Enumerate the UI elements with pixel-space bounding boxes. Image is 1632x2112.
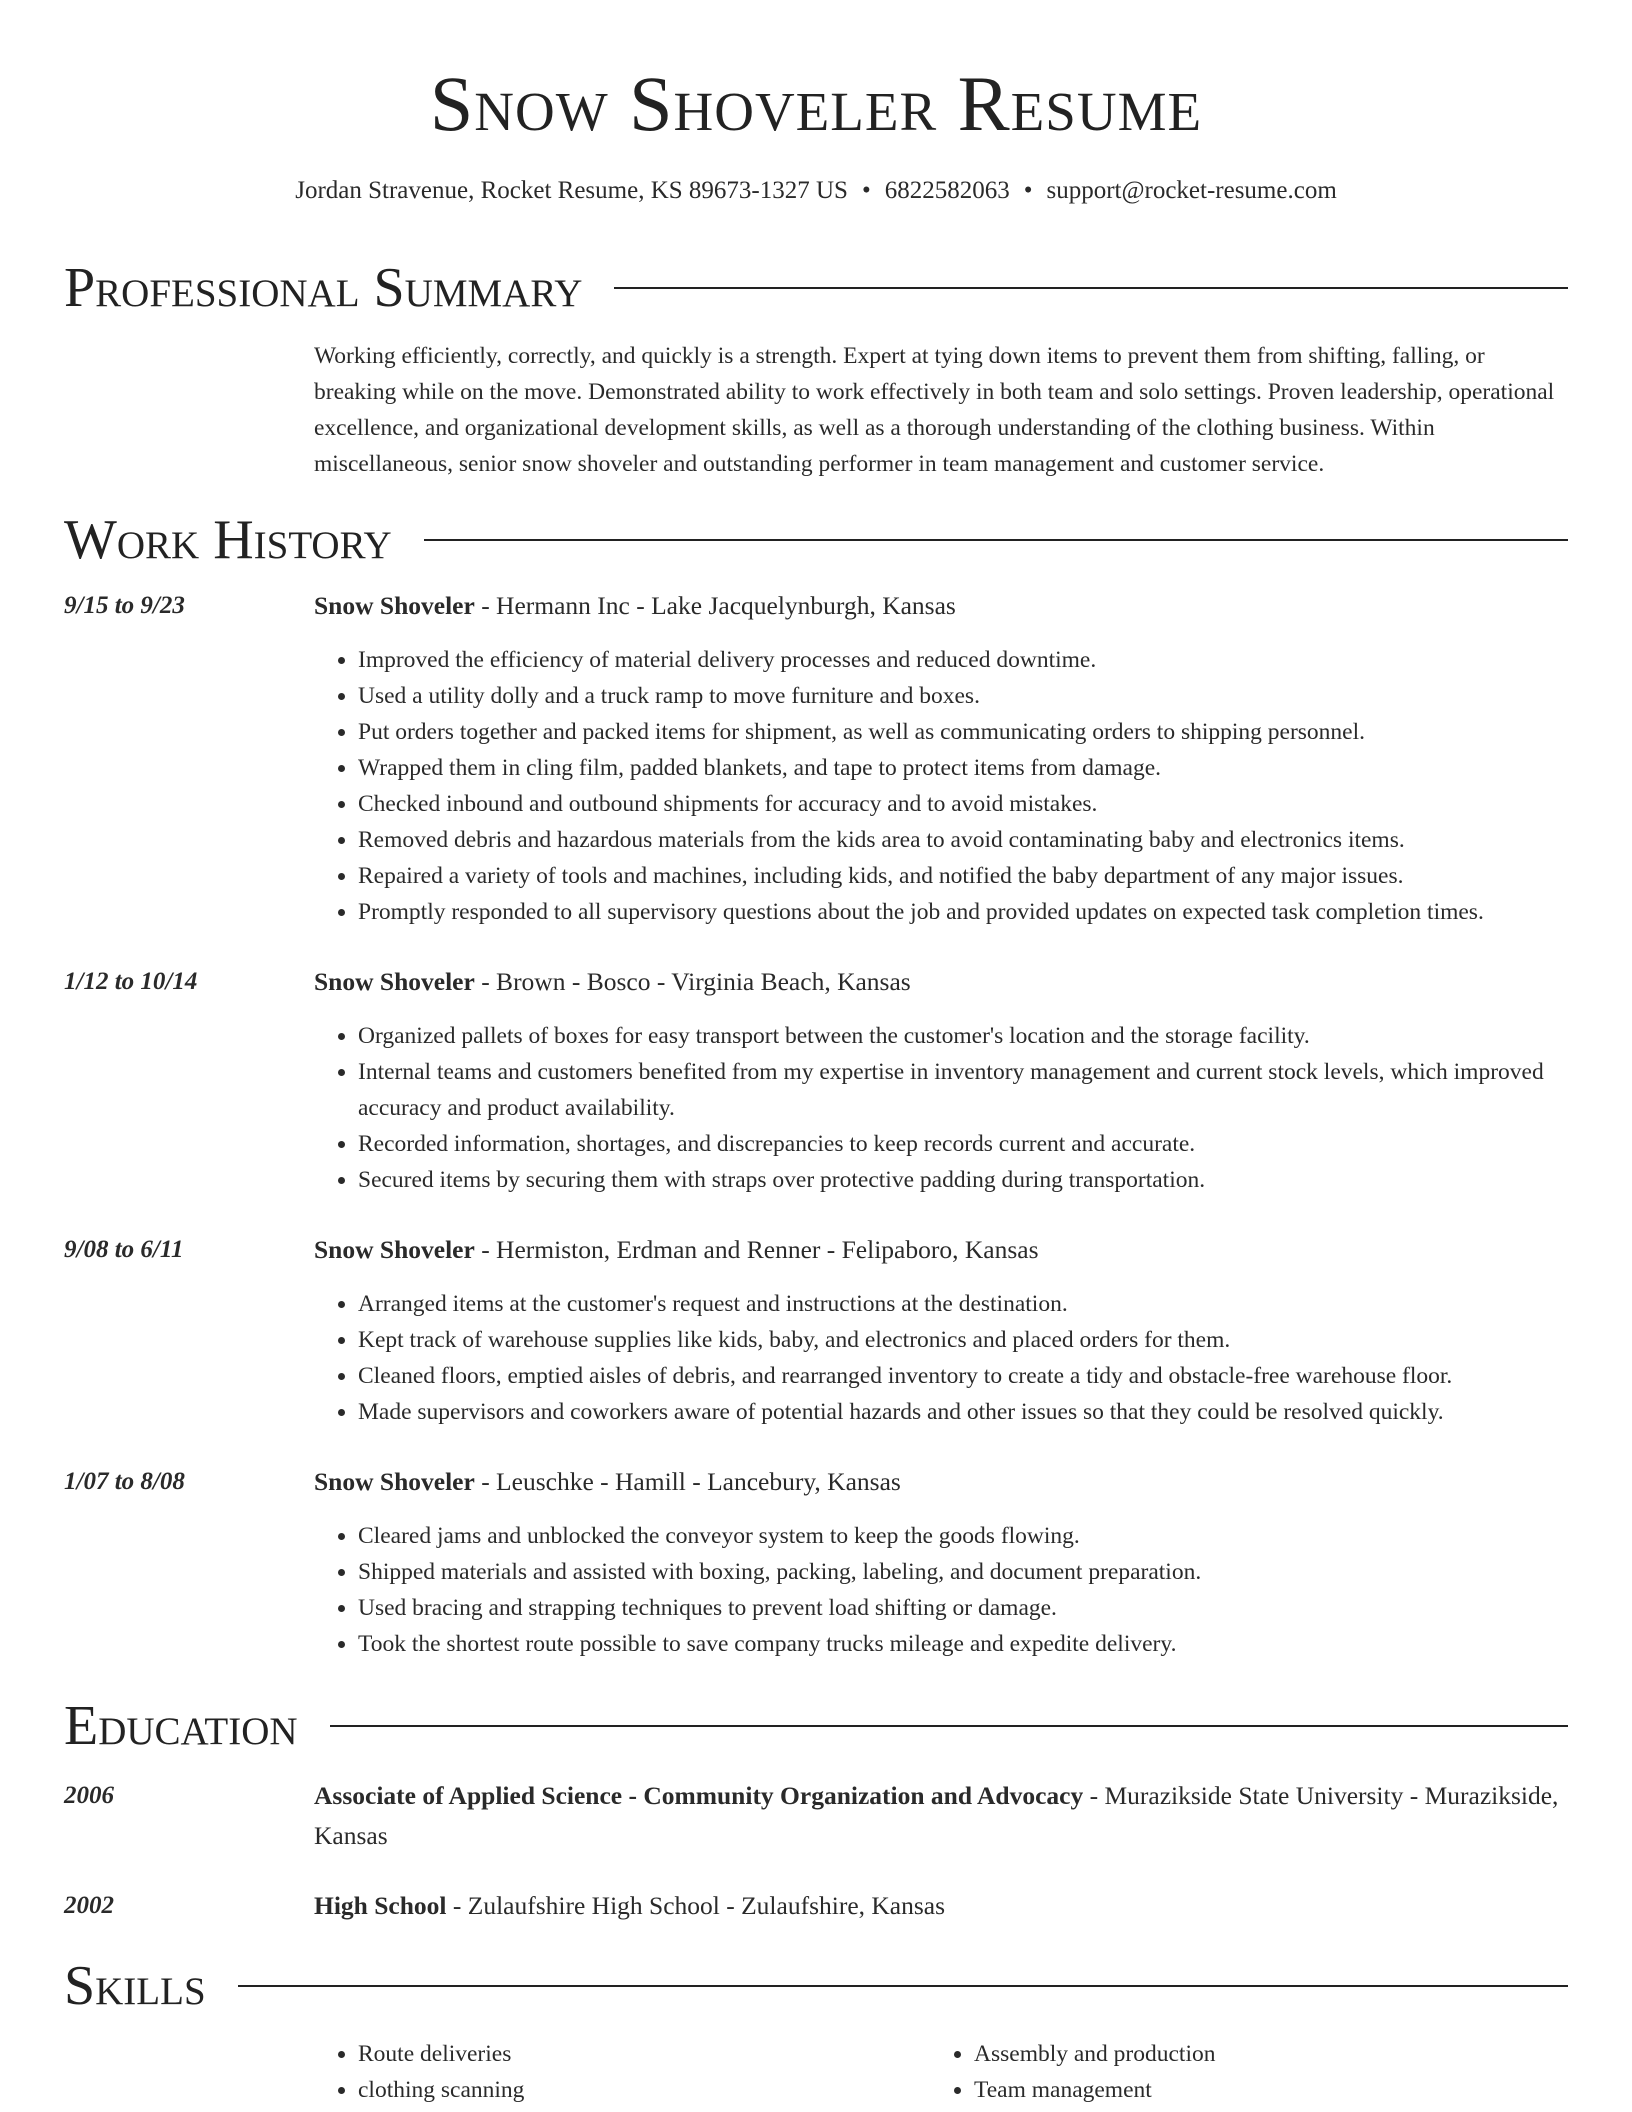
contact-separator: •: [861, 177, 871, 204]
section-divider: [330, 1725, 1568, 1727]
list-item: • Removed debris and hazardous materials from the kids area to avoid contaminating baby and electronics items.: [358, 822, 1570, 858]
job-bullets: [314, 1286, 1570, 1430]
list-item: • Took the shortest route possible to save company trucks mileage and expedite delivery.: [358, 1626, 1570, 1662]
list-item: • Shipped materials and assisted with boxing, packing, labeling, and document preparation.: [358, 1554, 1570, 1590]
section-heading-education: [64, 1694, 1568, 1758]
job-title: Snow Shoveler: [314, 1467, 475, 1496]
list-item: • Cleared jams and unblocked the conveyor system to keep the goods flowing.: [358, 1518, 1570, 1554]
job-dates: 9/15 to 9/23: [64, 592, 185, 619]
contact-email: support@rocket-resume.com: [1046, 177, 1337, 204]
list-item: • Put orders together and packed items for shipment, as well as communicating orders to shipping personnel.: [358, 714, 1570, 750]
job-header: [314, 966, 1570, 998]
job-bullets: [314, 642, 1570, 930]
job-title: Snow Shoveler: [314, 591, 475, 620]
skills-list-right: [930, 2036, 1530, 2108]
list-item: • Secured items by securing them with straps over protective padding during transportation.: [358, 1162, 1570, 1198]
list-item: • Recorded information, shortages, and discrepancies to keep records current and accurate.: [358, 1126, 1570, 1162]
job-dates: 1/12 to 10/14: [64, 968, 198, 995]
list-item: • Wrapped them in cling film, padded blankets, and tape to protect items from damage.: [358, 750, 1570, 786]
skill-item: • Assembly and production: [974, 2036, 1530, 2072]
education-entry: [314, 1776, 1570, 1856]
education-school: - Zulaufshire High School - Zulaufshire, Kansas: [446, 1891, 946, 1920]
skill-item: • Team management: [974, 2072, 1530, 2108]
summary-text: Working efficiently, correctly, and quickly is a strength. Expert at tying down items to prevent them from shifting, falling, or breaking while on the move. Demonstrated ability to work effectively in both team and solo settings. Proven leadership, operational excellence, and organizational development skills, as well as a thorough understanding of the clothing business. Within miscellaneous, senior snow shoveler and outstanding performer in team management and customer service.: [314, 343, 1555, 477]
education-degree: High School: [314, 1891, 447, 1920]
job-dates: 9/08 to 6/11: [64, 1236, 184, 1263]
contact-separator: •: [1023, 177, 1033, 204]
list-item: • Arranged items at the customer's request and instructions at the destination.: [358, 1286, 1570, 1322]
contact-address: Jordan Stravenue, Rocket Resume, KS 89673-1327 US: [295, 177, 848, 204]
contact-phone: 6822582063: [884, 177, 1010, 204]
education-year: 2006: [64, 1782, 114, 1809]
section-heading-work: [64, 508, 1568, 572]
job-dates: 1/07 to 8/08: [64, 1468, 185, 1495]
job-title: Snow Shoveler: [314, 967, 475, 996]
section-title: Education: [64, 1695, 298, 1757]
education-entry: [314, 1886, 1570, 1926]
job-bullets: [314, 1518, 1570, 1662]
job-header: [314, 590, 1570, 622]
job-employer: - Hermann Inc - Lake Jacquelynburgh, Kansas: [474, 591, 956, 620]
job-title: Snow Shoveler: [314, 1235, 475, 1264]
contact-line: [0, 176, 1632, 206]
education-year: 2002: [64, 1892, 114, 1919]
section-divider: [614, 287, 1568, 289]
job-bullets: [314, 1018, 1570, 1198]
list-item: • Made supervisors and coworkers aware of potential hazards and other issues so that they could be resolved quickly.: [358, 1394, 1570, 1430]
job-employer: - Leuschke - Hamill - Lancebury, Kansas: [474, 1467, 901, 1496]
job-header: [314, 1466, 1570, 1498]
list-item: • Promptly responded to all supervisory questions about the job and provided updates on expected task completion times.: [358, 894, 1570, 930]
list-item: • Organized pallets of boxes for easy transport between the customer's location and the storage facility.: [358, 1018, 1570, 1054]
list-item: • Checked inbound and outbound shipments for accuracy and to avoid mistakes.: [358, 786, 1570, 822]
list-item: • Kept track of warehouse supplies like kids, baby, and electronics and placed orders for them.: [358, 1322, 1570, 1358]
section-title: Professional Summary: [64, 257, 583, 319]
list-item: • Cleaned floors, emptied aisles of debris, and rearranged inventory to create a tidy and obstacle-free warehouse floor.: [358, 1358, 1570, 1394]
section-title: Skills: [64, 1955, 206, 2017]
list-item: • Repaired a variety of tools and machines, including kids, and notified the baby department of any major issues.: [358, 858, 1570, 894]
list-item: • Internal teams and customers benefited from my expertise in inventory management and current stock levels, which improved accuracy and product availability.: [358, 1054, 1570, 1126]
skills-list-left: [314, 2036, 914, 2108]
skill-item: • Route deliveries: [358, 2036, 914, 2072]
document-title: Snow Shoveler Resume: [429, 60, 1203, 147]
section-heading-summary: [64, 256, 1568, 320]
section-heading-skills: [64, 1954, 1568, 2018]
job-employer: - Hermiston, Erdman and Renner - Felipaboro, Kansas: [474, 1235, 1039, 1264]
education-school: - Murazikside State University - Murazikside, Kansas: [314, 1781, 1559, 1850]
list-item: • Improved the efficiency of material delivery processes and reduced downtime.: [358, 642, 1570, 678]
section-divider: [238, 1985, 1568, 1987]
list-item: • Used a utility dolly and a truck ramp to move furniture and boxes.: [358, 678, 1570, 714]
list-item: • Used bracing and strapping techniques to prevent load shifting or damage.: [358, 1590, 1570, 1626]
section-title: Work History: [64, 509, 392, 571]
job-employer: - Brown - Bosco - Virginia Beach, Kansas: [474, 967, 911, 996]
skill-item: • clothing scanning: [358, 2072, 914, 2108]
job-header: [314, 1234, 1570, 1266]
section-divider: [424, 539, 1568, 541]
education-degree: Associate of Applied Science - Community Organization and Advocacy: [314, 1781, 1084, 1810]
